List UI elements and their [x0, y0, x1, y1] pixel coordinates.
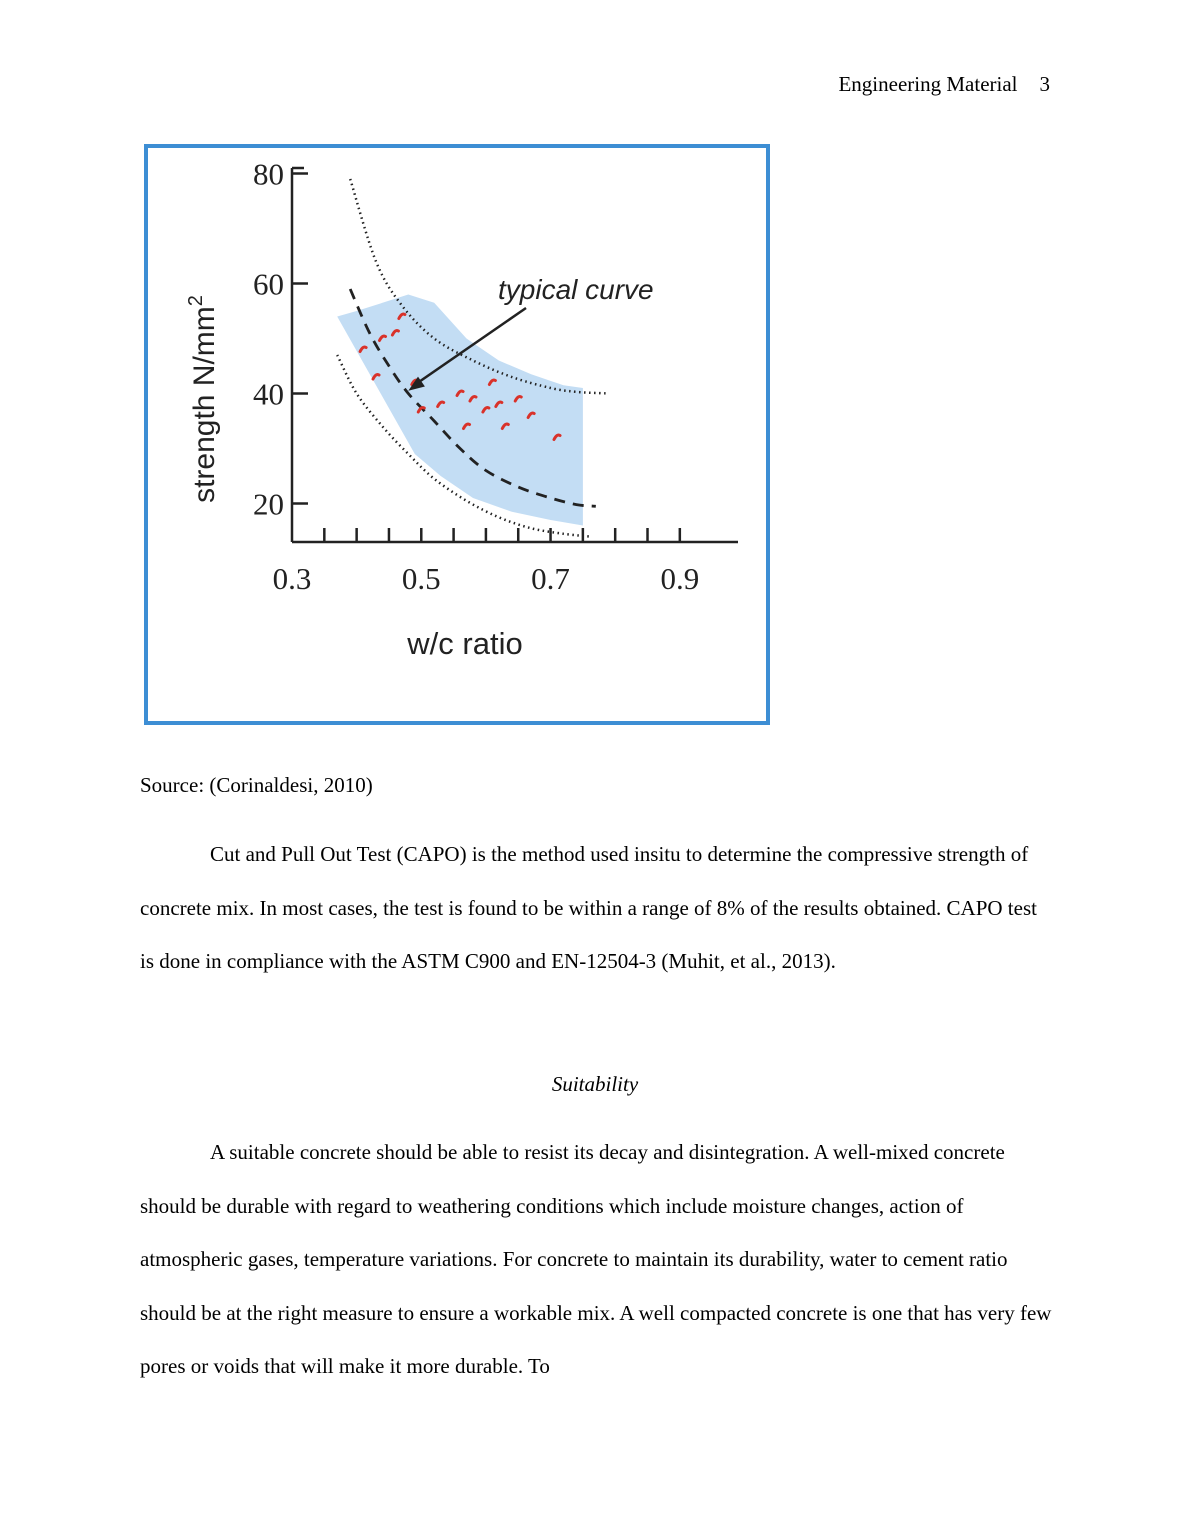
section-heading-suitability: Suitability: [551, 1072, 639, 1096]
x-axis-label: w/c ratio: [407, 626, 523, 661]
chart-svg: [144, 144, 770, 725]
y-tick-label: 80: [253, 156, 284, 192]
running-head-title: Engineering Material: [838, 72, 1018, 96]
figure-caption: Source: (Corinaldesi, 2010): [140, 773, 373, 797]
x-tick-label: 0.5: [401, 561, 441, 596]
x-tick-label: 0.9: [660, 561, 700, 596]
y-tick-label: 60: [253, 266, 284, 302]
paragraph-suitability: [140, 1126, 1052, 1394]
x-tick-label: 0.7: [531, 561, 570, 596]
paragraph-capo: [140, 828, 1052, 989]
paragraph-suitability-text: A suitable concrete should be able to resist its decay and disintegration. A well-mixed concrete should be durable with regard to weathering conditions which include moisture changes, action of atmospheric gases, temperature variations. For concrete to maintain its durability, water to cement ratio should be at the right measure to ensure a workable mix. A well compacted concrete is one that has very few pores or voids that will make it more durable. To: [140, 1140, 1052, 1378]
paragraph-capo-text: Cut and Pull Out Test (CAPO) is the method used insitu to determine the compressive strength of concrete mix. In most cases, the test is found to be within a range of 8% of the results obtained. CAPO test is done in compliance with the ASTM C900 and EN-12504-3 (Muhit, et al., 2013).: [140, 842, 1037, 973]
figure-wc-ratio-strength: [144, 144, 770, 725]
y-axis-label-superscript: 2: [185, 295, 207, 307]
page-number: 3: [1039, 72, 1050, 96]
y-tick-label: 40: [253, 376, 284, 412]
annotation-typical-curve: typical curve: [498, 274, 654, 305]
y-axis-label: [185, 295, 221, 503]
y-tick-label: 20: [253, 486, 284, 522]
y-axis-label-text: strength N/mm: [188, 306, 221, 503]
running-head: [838, 70, 1050, 98]
x-tick-label: 0.3: [272, 561, 312, 596]
